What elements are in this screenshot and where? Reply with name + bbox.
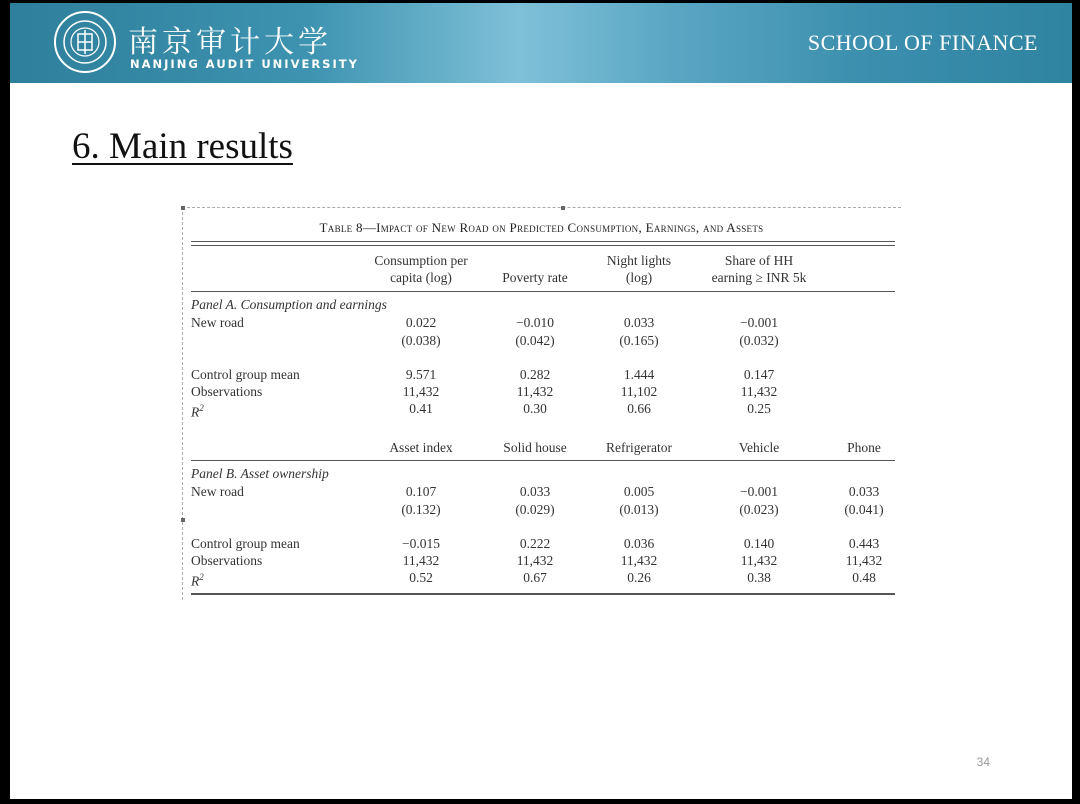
rule <box>191 291 895 292</box>
row-label: New road <box>191 315 244 330</box>
col-header: Night lights (log) <box>606 253 672 285</box>
table-cell: 0.033 <box>848 484 880 499</box>
table-cell: 11,432 <box>740 553 778 568</box>
table-cell: 0.30 <box>523 401 547 416</box>
table-cell: −0.010 <box>516 315 554 330</box>
table-cell: 0.033 <box>519 484 551 499</box>
resize-handle-top-left[interactable] <box>181 206 185 210</box>
row-label: Observations <box>191 553 263 568</box>
resize-handle-left[interactable] <box>181 518 185 522</box>
university-name-en: NANJING AUDIT UNIVERSITY <box>130 57 359 71</box>
table-cell: −0.015 <box>402 536 440 551</box>
table-cell: 11,432 <box>516 384 554 399</box>
table-cell: 11,432 <box>516 553 554 568</box>
panel-b-label: Panel B. Asset ownership <box>191 466 329 481</box>
col-header: Asset index <box>389 440 453 455</box>
rule <box>191 245 895 246</box>
col-header: Consumption per capita (log) <box>374 253 468 285</box>
results-table[interactable] <box>182 207 901 600</box>
table-cell: −0.001 <box>740 315 778 330</box>
table-cell: 0.41 <box>409 401 433 416</box>
table-cell: −0.001 <box>740 484 778 499</box>
panel-a-label: Panel A. Consumption and earnings <box>191 297 387 312</box>
table-cell: 0.52 <box>409 570 433 585</box>
row-label: Control group mean <box>191 367 300 382</box>
table-cell: 11,432 <box>402 384 440 399</box>
resize-handle-top[interactable] <box>561 206 565 210</box>
table-cell: 0.25 <box>747 401 771 416</box>
table-cell: 0.282 <box>519 367 551 382</box>
table-cell: (0.041) <box>844 502 884 517</box>
table-cell: 11,432 <box>620 553 658 568</box>
school-name: SCHOOL OF FINANCE <box>807 30 1038 55</box>
table-cell: 0.67 <box>523 570 547 585</box>
rule <box>191 460 895 461</box>
table-cell: 0.26 <box>627 570 651 585</box>
table-cell: 0.140 <box>743 536 775 551</box>
table-cell: 11,102 <box>620 384 658 399</box>
table-cell: (0.132) <box>401 502 441 517</box>
table-cell: (0.013) <box>619 502 659 517</box>
table-cell: (0.032) <box>739 333 779 348</box>
table-cell: (0.042) <box>515 333 555 348</box>
page-number: 34 <box>976 755 990 769</box>
table-cell: 0.107 <box>405 484 437 499</box>
rule <box>191 593 895 595</box>
table-cell: (0.023) <box>739 502 779 517</box>
table-cell: 0.033 <box>623 315 655 330</box>
table-cell: 0.005 <box>623 484 655 499</box>
table-caption: Table 8—Impact of New Road on Predicted Consumption, Earnings, and Assets <box>319 220 764 235</box>
table-cell: (0.029) <box>515 502 555 517</box>
rule <box>191 241 895 242</box>
row-label: Observations <box>191 384 263 399</box>
row-label: $R^2$ <box>191 403 204 420</box>
table-cell: 11,432 <box>845 553 883 568</box>
university-emblem-icon <box>54 11 116 73</box>
table-cell: 0.222 <box>519 536 551 551</box>
table-cell: 0.036 <box>623 536 655 551</box>
col-header: Share of HH earning ≥ INR 5k <box>711 253 807 285</box>
table-cell: (0.038) <box>401 333 441 348</box>
table-cell: 0.38 <box>747 570 771 585</box>
table-cell: 0.147 <box>743 367 775 382</box>
slide <box>10 3 1072 799</box>
col-header: Phone <box>847 440 881 455</box>
table-cell: 1.444 <box>623 367 655 382</box>
table-cell: 0.443 <box>848 536 880 551</box>
col-header: Solid house <box>503 440 567 455</box>
header-bar <box>10 3 1072 83</box>
col-header: Vehicle <box>738 440 780 455</box>
col-header: Refrigerator <box>606 440 672 455</box>
table-cell: 11,432 <box>740 384 778 399</box>
row-label: New road <box>191 484 244 499</box>
table-cell: 11,432 <box>402 553 440 568</box>
col-header: Poverty rate <box>502 270 568 285</box>
university-name-cn: 南京审计大学 <box>128 25 332 60</box>
table-cell: 9.571 <box>405 367 437 382</box>
table-cell: 0.022 <box>405 315 437 330</box>
table-cell: 0.66 <box>627 401 651 416</box>
table-cell: (0.165) <box>619 333 659 348</box>
row-label: Control group mean <box>191 536 300 551</box>
table-cell: 0.48 <box>852 570 876 585</box>
slide-title: 6. Main results <box>72 126 293 167</box>
row-label: $R^2$ <box>191 572 204 589</box>
